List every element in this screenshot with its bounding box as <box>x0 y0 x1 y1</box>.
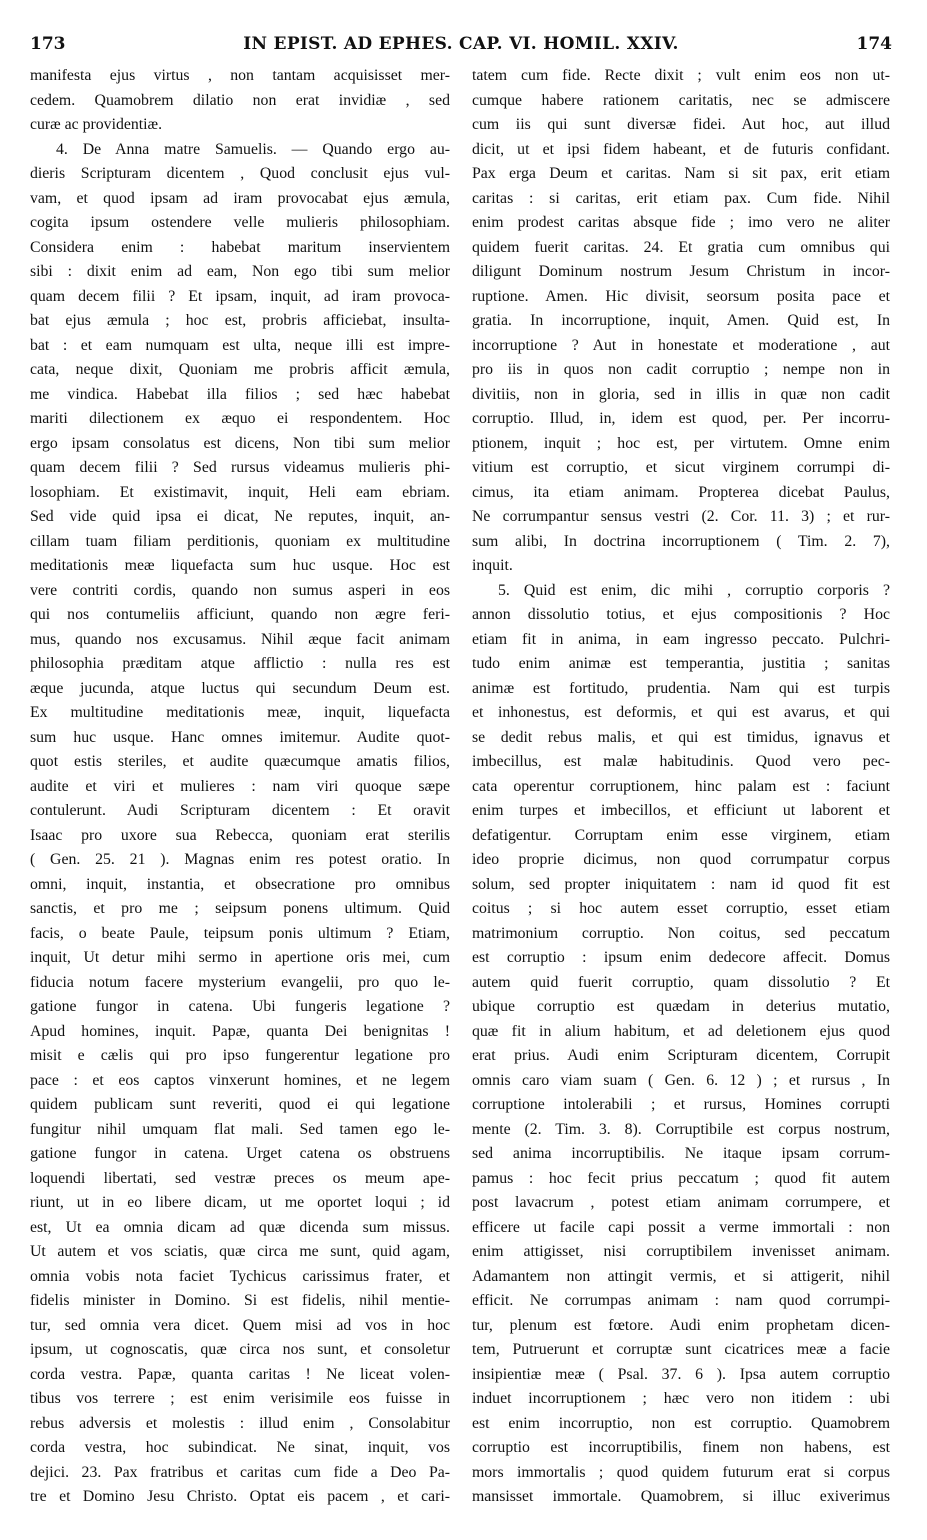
text-line: pace : et eos captos vinxerunt homines, et ne legem <box>30 1071 450 1089</box>
text-line: sibi : dixit enim ad eam, Non ego tibi sum melior <box>30 263 450 280</box>
text-line: Sed vide quid ipsa ei dicat, Ne reputes, inquit, an- <box>30 508 450 525</box>
text-line: defatigentur. Corruptam enim esse virginem, etiam <box>472 826 890 844</box>
text-line: philosophia præditam atque afflictio : nulla res est <box>30 655 450 672</box>
text-line: audite et viri et mulieres : nam viri quoque sæpe <box>30 777 450 795</box>
text-line: autem quid fuerit corruptio, quam dissolutio ? Et <box>472 973 890 991</box>
text-line: sanctis, et pro me ; seipsum ponens ultimum. Quid <box>30 900 450 917</box>
text-line: ( Gen. 25. 21 ). Magnas enim res potest oratio. In <box>30 851 450 868</box>
text-line: Apud homines, inquit. Papæ, quanta Dei benignitas ! <box>30 1022 450 1040</box>
text-line: pamus : hoc fecit prius peccatum ; quod fit autem <box>472 1169 890 1187</box>
text-line: Pax erga Deum et caritas. Nam si sit pax, erit etiam <box>472 165 890 182</box>
text-line: manifesta ejus virtus , non tantam acquisisset mer- <box>30 67 450 84</box>
text-line: post lavacrum , potest etiam animam corrumpere, et <box>472 1194 890 1211</box>
text-line: vam, et quod ipsam ad iram provocabat ejus æmula, <box>30 189 450 207</box>
text-line: ergo ipsam consolatus est dicens, Non tibi sum melior <box>30 434 450 452</box>
text-line: facis, o beate Paule, teipsum ponis ultimum ? Etiam, <box>30 924 450 942</box>
text-line: caritas : si caritas, erit etiam pax. Cum fide. Nihil <box>472 189 890 207</box>
text-line: corruptione intolerabili ; et rursus, Homines corrupti <box>472 1096 890 1113</box>
text-line: ubique corruptio est quædam in deterius mutatio, <box>472 998 890 1015</box>
text-line: ptionem, inquit ; hoc est, per virtutem. Omne enim <box>472 434 890 452</box>
text-line: etiam fit in anima, in eam ingresso peccato. Pulchri- <box>472 630 890 648</box>
text-line: mansisset immortale. Quamobrem, si illuc exiverimus <box>472 1488 890 1505</box>
text-line: tur, sed omnia vera dicet. Quem misi ad vos in hoc <box>30 1316 450 1334</box>
text-line: ipsum, ut cognoscatis, quæ circa nos sunt, et consoletur <box>30 1341 450 1358</box>
running-header <box>30 34 892 58</box>
text-line: imbecillus, est malæ habitudinis. Quod vero pec- <box>472 753 890 770</box>
text-line: meditationis meæ liquefacta sum huc usque. Hoc est <box>30 557 450 574</box>
text-line: Ut autem et vos sciatis, quæ circa me sunt, quid agam, <box>30 1243 450 1260</box>
text-line: annon dissolutio totius, et ejus compositionis ? Hoc <box>472 606 890 623</box>
text-line: fiducia notum facere mysterium evangelii, pro quo le- <box>30 973 450 991</box>
text-line: incorruptione ? Aut in honestate et moderatione , aut <box>472 336 890 354</box>
text-line: Adamantem non attingit vermis, et si attigerit, nihil <box>472 1267 890 1285</box>
text-line: coitus ; si hoc autem esset corruptio, esset etiam <box>472 900 890 917</box>
text-line: dieris Scripturam dicentem , Quod conclusit ejus vul- <box>30 165 450 182</box>
text-line: sum huc usque. Hanc omnes imitemur. Audite quot- <box>30 728 450 746</box>
text-line: rebus adversis et molestis : illud enim , Consolabitur <box>30 1414 450 1432</box>
text-line: misit e cælis qui pro ipso fungerentur legatione pro <box>30 1047 450 1064</box>
text-line: cata operentur corruptionem, hinc palam est : faciunt <box>472 777 890 795</box>
text-line: solum, sed propter iniquitatem : nam id quod fit est <box>472 875 890 893</box>
text-line: fungitur nihil umquam flat mali. Sed tamen ego le- <box>30 1120 450 1138</box>
text-line: corruptio. Illud, in, idem est quod, per. Per incorru- <box>472 410 890 427</box>
text-line: corda vestra, hoc subindicat. Ne sinat, inquit, vos <box>30 1439 450 1456</box>
text-line: mors immortalis ; quod quidem futurum erat si corpus <box>472 1463 890 1481</box>
text-line: bat ejus æmula ; hoc est, probris afficiebat, insulta- <box>30 312 450 329</box>
text-line: tre et Domino Jesu Christo. Optat eis pacem , et cari- <box>30 1488 450 1505</box>
text-line: quidem fuerit caritas. 24. Et gratia cum omnibus qui <box>472 238 890 256</box>
text-line: erat prius. Audi enim Scripturam dicentem, Corrupit <box>472 1047 890 1064</box>
text-line: gatione fungor in catena. Ubi fungeris legatione ? <box>30 998 450 1015</box>
text-line: se dedit rebus malis, et qui est timidus, ignavus et <box>472 728 890 746</box>
text-line: tur, plenum est fœtore. Audi enim prophetam dicen- <box>472 1316 890 1334</box>
text-line: tem, Putruerunt et corruptæ sunt cicatrices meæ a facie <box>472 1341 890 1358</box>
text-line: sum alibi, In doctrina incorruptionem ( Tim. 2. 7), <box>472 532 890 550</box>
text-line: quot estis steriles, et audite quæcumque amatis filios, <box>30 753 450 770</box>
text-line: animæ est fortitudo, prudentia. Nam qui est turpis <box>472 679 890 697</box>
text-line: quam decem filii ? Et ipsam, inquit, ad iram provoca- <box>30 287 450 305</box>
page-number-right: 174 <box>856 34 892 54</box>
text-line: fidelis minister in Domino. Si est fidelis, nihil mentie- <box>30 1292 450 1309</box>
text-line: omnis caro viam suam ( Gen. 6. 12 ) ; et rursus , In <box>472 1071 890 1089</box>
text-line: æque jucunda, atque luctus qui secundum Deum est. <box>30 679 450 697</box>
text-line: 5. Quid est enim, dic mihi , corruptio corporis ? <box>498 581 890 599</box>
text-line: corda vestra. Papæ, quanta caritas ! Ne liceat volen- <box>30 1365 450 1383</box>
text-line: gatione fungor in catena. Urget catena os obstruens <box>30 1145 450 1162</box>
text-line: enim prodest caritas absque fide ; imo vero ne aliter <box>472 214 890 231</box>
text-line: Isaac pro uxore sua Rebecca, quoniam erat sterilis <box>30 826 450 844</box>
text-line: mente (2. Tim. 3. 8). Corruptibile est corpus nostrum, <box>472 1120 890 1138</box>
text-line: Considera enim : habebat maritum inservientem <box>30 238 450 256</box>
text-line: vere contriti cordis, quando non sumus asperi in eos <box>30 581 450 599</box>
running-title: IN EPIST. AD EPHES. CAP. VI. HOMIL. XXIV. <box>243 34 679 54</box>
text-line: curæ ac providentiæ. <box>30 116 163 133</box>
text-line: et inhonestus, est deformis, et qui est avarus, et qui <box>472 704 890 721</box>
text-line: quidem publicam sunt reveriti, quod ei qui legatione <box>30 1096 450 1113</box>
text-line: 4. De Anna matre Samuelis. — Quando ergo au- <box>56 140 450 158</box>
text-line: me vindica. Habebat illa filios ; sed hæc habebat <box>30 385 450 403</box>
text-line: mariti dilectionem ex æquo ei respondentem. Hoc <box>30 410 450 427</box>
text-line: quæ fit in alium habitum, et ad deletionem ejus quod <box>472 1022 890 1040</box>
text-line: cumque habere rationem caritatis, nec se admiscere <box>472 91 890 109</box>
text-line: dicit, ut et ipsi fidem habeant, et de futuris confidant. <box>472 140 890 158</box>
text-line: qui nos contumeliis afficiunt, quando non ægre feri- <box>30 606 450 623</box>
text-line: riunt, ut in eo libere dicam, ut me oportet loqui ; id <box>30 1194 450 1211</box>
text-line: est, Ut ea omnia dicam ad quæ dicenda sum missus. <box>30 1218 450 1236</box>
text-line: contulerunt. Audi Scripturam dicentem : Et oravit <box>30 802 450 819</box>
text-line: sed anima incorruptibilis. Ne itaque ipsam corrum- <box>472 1145 890 1162</box>
text-line: cimus, ita etiam animam. Propterea dicebat Paulus, <box>472 483 890 501</box>
text-line: est corruptio : ipsum enim dedecore affecit. Domus <box>472 949 890 966</box>
text-line: pro iis in quos non cadit corruptio ; nempe non in <box>472 361 890 378</box>
text-line: cedem. Quamobrem dilatio non erat invidiæ , sed <box>30 91 450 109</box>
text-line: cogita ipsum ostendere velle mulieris philosophiam. <box>30 214 450 231</box>
page-number-left: 173 <box>30 34 66 54</box>
text-line: ruptione. Amen. Hic divisit, seorsum posita pace et <box>472 287 890 305</box>
text-line: inquit. <box>472 557 513 574</box>
text-line: cillam tuam filiam perditionis, quoniam ex multitudine <box>30 532 450 550</box>
text-line: efficere ut facile capi possit a verme immortali : non <box>472 1218 890 1236</box>
text-line: corruptio est incorruptibilis, finem non habens, est <box>472 1439 890 1456</box>
text-line: matrimonium corruptio. Non coitus, sed peccatum <box>472 924 890 942</box>
text-line: loquendi libertati, sed vestræ preces os meum ape- <box>30 1169 450 1187</box>
text-line: bat : et eam numquam est ulta, neque illi est impre- <box>30 336 450 354</box>
text-line: diligunt Dominum nostrum Jesum Christum in incor- <box>472 263 890 280</box>
text-line: omni, inquit, instantia, et obsecratione pro omnibus <box>30 875 450 893</box>
text-line: divitiis, non in gloria, sed in illis in quæ non cadit <box>472 385 890 403</box>
text-line: mus, quando nos excusamus. Nihil æque facit animam <box>30 630 450 648</box>
text-line: ideo proprie dicimus, non quod corrumpatur corpus <box>472 851 890 868</box>
text-line: Ne corrumpantur sensus vestri (2. Cor. 11. 3) ; et rur- <box>472 508 890 525</box>
text-line: Ex multitudine meditationis meæ, inquit, liquefacta <box>30 704 450 721</box>
text-line: dejici. 23. Pax fratribus et caritas cum fide a Deo Pa- <box>30 1463 450 1481</box>
text-line: gratia. In incorruptione, inquit, Amen. Quid est, In <box>472 312 890 329</box>
left-text-column <box>30 64 450 1510</box>
text-line: tibus vos terrere ; est enim verisimile eos fuisse in <box>30 1390 450 1407</box>
text-line: vitium est corruptio, et sicut virginem corrumpi di- <box>472 459 890 476</box>
text-line: cum iis qui sunt diversæ fidei. Aut hoc, aut illud <box>472 116 890 133</box>
text-line: enim turpes et imbecillos, et efficiunt ut laborent et <box>472 802 890 819</box>
text-line: losophiam. Et existimavit, inquit, Heli eam ebriam. <box>30 483 450 501</box>
text-line: enim attigisset, nisi corruptibilem invenisset animam. <box>472 1243 890 1260</box>
text-line: induet incorruptionem ; hæc vero non itidem : ubi <box>472 1390 890 1407</box>
text-line: insipientiæ meæ ( Psal. 37. 6 ). Ipsa autem corruptio <box>472 1365 890 1383</box>
right-text-column <box>472 64 890 1510</box>
text-line: est enim incorruptio, non est corruptio. Quamobrem <box>472 1414 890 1432</box>
text-line: tatem cum fide. Recte dixit ; vult enim eos non ut- <box>472 67 890 84</box>
text-line: cata, neque dixit, Quoniam me probris afficit æmula, <box>30 361 450 378</box>
text-line: omnia vobis nota faciet Tychicus carissimus frater, et <box>30 1267 450 1285</box>
text-line: inquit, Ut detur mihi sermo in apertione oris mei, cum <box>30 949 450 966</box>
text-line: tudo enim animæ est temperantia, justitia ; sanitas <box>472 655 890 672</box>
text-line: efficit. Ne corrumpas animam : nam quod corrumpi- <box>472 1292 890 1309</box>
text-line: quam decem filii ? Sed rursus videamus mulieris phi- <box>30 459 450 476</box>
